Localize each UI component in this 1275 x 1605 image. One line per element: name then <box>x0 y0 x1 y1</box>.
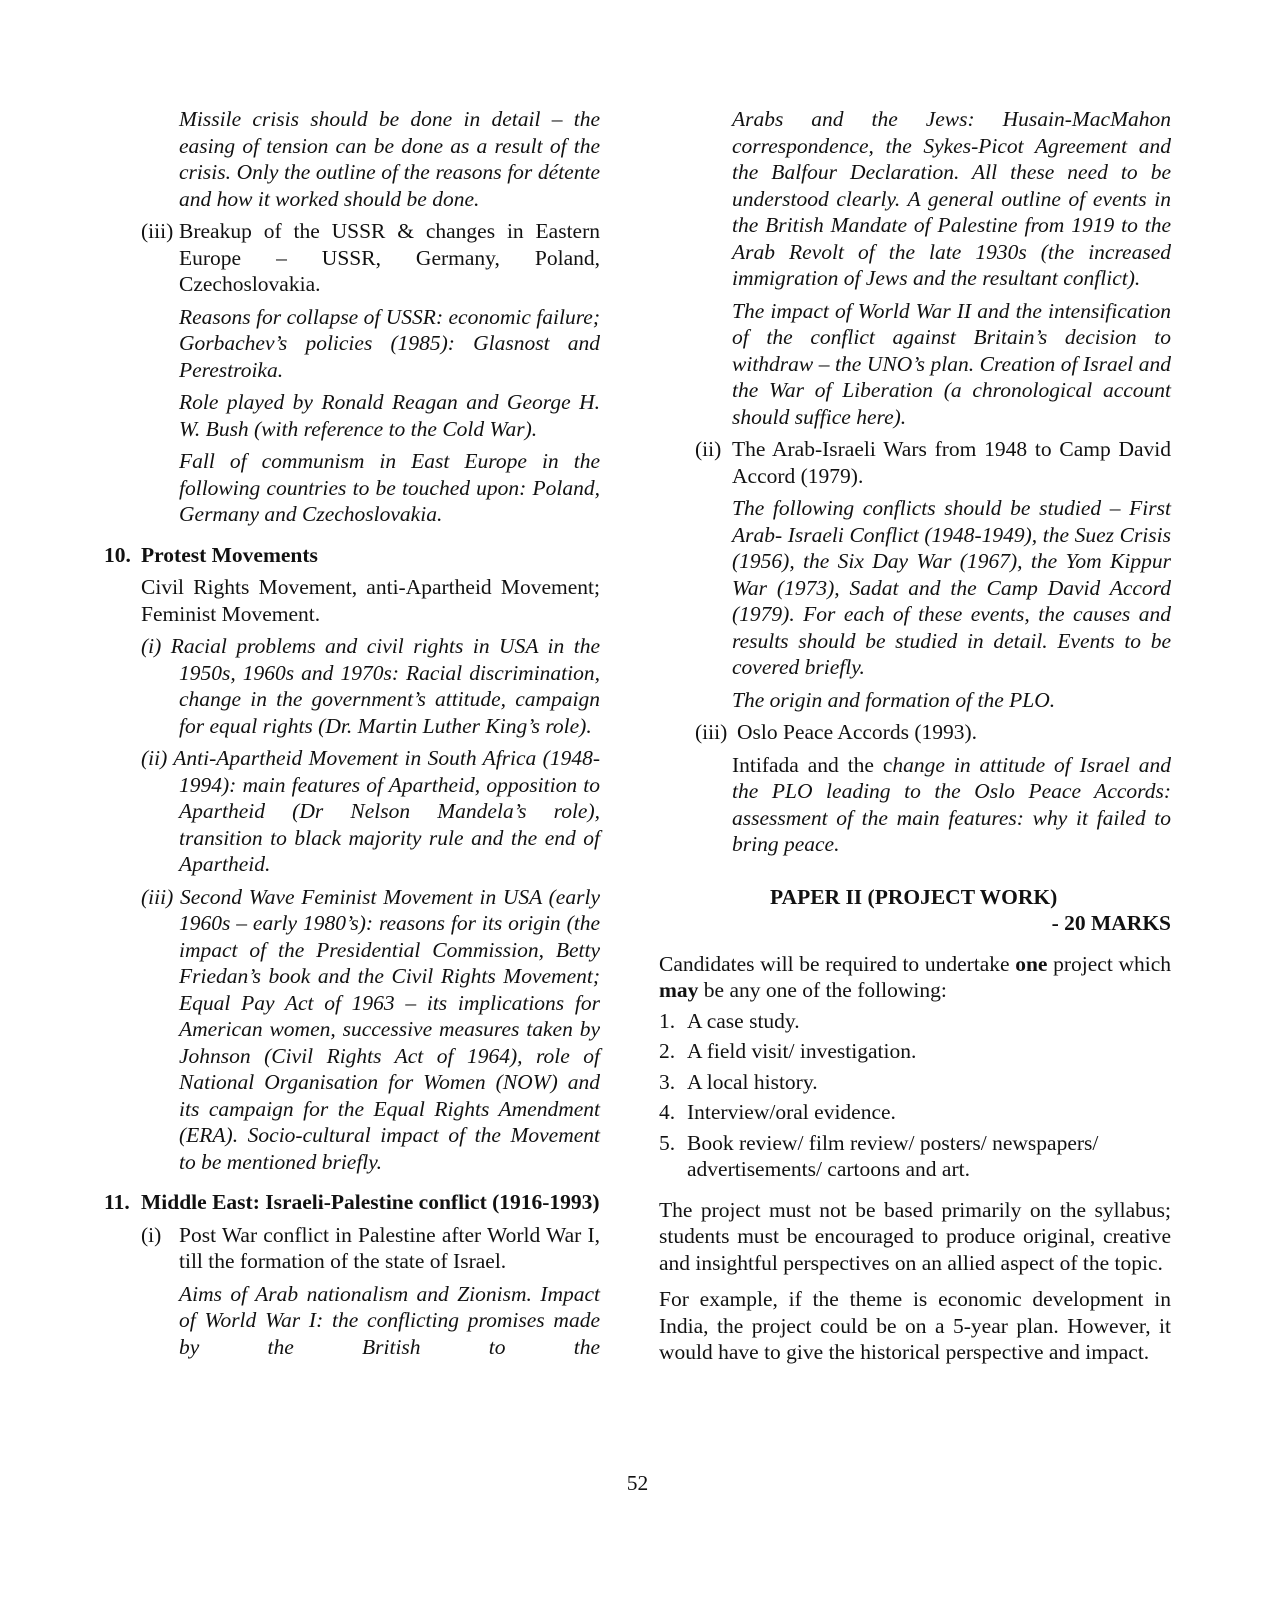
list-number: 3. <box>659 1069 676 1094</box>
reagan-bush-note: Role played by Ronald Reagan and George H. W. Bush (with reference to the Cold War). <box>179 390 600 441</box>
subtopic-title: The Arab-Israeli Wars from 1948 to Camp David Accord (1979). <box>732 437 1171 488</box>
right-column <box>659 106 1171 1366</box>
civil-rights-item: (i) Racial problems and civil rights in USA in the 1950s, 1960s and 1970s: Racial discrimination, change in the government’s attitude, campaign for equal rights (Dr. Martin Luther King’s role). <box>141 634 600 738</box>
list-text: Book review/ film review/ posters/ newspapers/ advertisements/ cartoons and art. <box>687 1130 1099 1181</box>
project-example-paragraph: For example, if the theme is economic development in India, the project could be on a 5-year plan. However, it would have to give the historical perspective and impact. <box>659 1287 1171 1364</box>
subtopic-title: Post War conflict in Palestine after World War I, till the formation of the state of Israel. <box>179 1222 600 1273</box>
list-number: 1. <box>659 1008 676 1033</box>
plo-origin-note: The origin and formation of the PLO. <box>732 687 1056 712</box>
list-number: 4. <box>659 1100 676 1124</box>
list-item <box>659 1130 1171 1183</box>
paper-marks: - 20 MARKS <box>1051 911 1171 935</box>
intro-text: be any one of the following: <box>698 978 947 1002</box>
list-text: A case study. <box>687 1008 800 1033</box>
section-number: 11. <box>104 1190 130 1214</box>
section-heading-middle-east <box>104 1189 600 1216</box>
intro-text: Candidates will be required to undertake <box>659 951 1016 976</box>
subtopic-marker: (iii) <box>695 720 728 744</box>
list-text: A field visit/ investigation. <box>687 1039 917 1063</box>
paper-ii-heading <box>675 884 1171 937</box>
ww2-impact-note: The impact of World War II and the intensification of the conflict against Britain’s decision to withdraw – the UNO’s plan. Creation of Israel and the War of Liberation (a chronological account should suffice here). <box>732 298 1171 429</box>
intro-emphasis-one: one <box>1015 951 1048 976</box>
missile-crisis-note: Missile crisis should be done in detail – the easing of tension can be done as a result of the crisis. Only the outline of the reasons for détente and how it worked should be done. <box>179 107 600 211</box>
section-title: Protest Movements <box>141 542 318 567</box>
subtopic-ii-arab-israeli-wars <box>675 436 1171 489</box>
paper-title: PAPER II (PROJECT WORK) <box>770 884 1058 909</box>
project-options-list <box>659 1008 1171 1183</box>
intifada-note <box>732 752 1171 858</box>
project-intro <box>659 951 1171 1004</box>
list-item <box>659 1099 1171 1126</box>
list-item <box>659 1008 1171 1035</box>
list-text: A local history. <box>687 1069 818 1094</box>
subtopic-iii-ussr <box>104 218 600 298</box>
section-title: Middle East: Israeli-Palestine conflict (1916-1993) <box>141 1190 600 1214</box>
arab-nationalism-note: Aims of Arab nationalism and Zionism. Impact of World War I: the conflicting promises made by the British to the <box>179 1281 600 1359</box>
fall-of-communism-note: Fall of communism in East Europe in the following countries to be touched upon: Poland, Germany and Czechoslovakia. <box>179 449 600 526</box>
ussr-collapse-note: Reasons for collapse of USSR: economic failure; Gorbachev’s policies (1985): Glasnost and Perestroika. <box>179 304 600 382</box>
subtopic-title: Oslo Peace Accords (1993). <box>737 720 978 744</box>
conflicts-studied-note: The following conflicts should be studied – First Arab- Israeli Conflict (1948-1949), the Suez Crisis (1956), the Six Day War (1967), the Yom Kippur War (1973), Sadat and the Camp David Accord (1979). For each of these events, the causes and results should be studied in detail. Events to be covered briefly. <box>732 496 1171 679</box>
list-item <box>659 1069 1171 1096</box>
list-text: Interview/oral evidence. <box>687 1100 896 1124</box>
list-number: 2. <box>659 1039 676 1063</box>
subtopic-iii-oslo <box>675 719 1171 746</box>
anti-apartheid-item: (ii) Anti-Apartheid Movement in South Africa (1948-1994): main features of Apartheid, opposition to Apartheid (Dr Nelson Mandela’s role), transition to black majority rule and the end of Apartheid. <box>141 746 600 876</box>
subtopic-title: Breakup of the USSR & changes in Eastern Europe – USSR, Germany, Poland, Czechoslovakia. <box>179 219 600 296</box>
subtopic-marker: (i) <box>141 1222 162 1247</box>
subtopic-i-palestine <box>104 1222 600 1275</box>
list-number: 5. <box>659 1130 676 1155</box>
protest-movements-intro: Civil Rights Movement, anti-Apartheid Movement; Feminist Movement. <box>141 575 600 626</box>
intifada-note-italic: hange in attitude of Israel and the PLO leading to the Oslo Peace Accords: assessment of the main features: why it failed to bring peace. <box>732 752 1171 856</box>
intro-emphasis-may: may <box>659 978 699 1002</box>
page-number: 52 <box>626 1471 649 1495</box>
intifada-note-plain: Intifada and the c <box>732 752 893 777</box>
subtopic-marker: (ii) <box>695 437 722 461</box>
left-column <box>104 106 600 1360</box>
palestine-mandate-note: Arabs and the Jews: Husain-MacMahon correspondence, the Sykes-Picot Agreement and the Balfour Declaration. All these need to be understood clearly. A general outline of events in the British Mandate of Palestine from 1919 to the Arab Revolt of the late 1930s (the increased immigration of Jews and the resultant conflict). <box>732 107 1171 290</box>
project-guidance-paragraph: The project must not be based primarily on the syllabus; students must be encouraged to produce original, creative and insightful perspectives on an allied aspect of the topic. <box>659 1197 1171 1275</box>
subtopic-marker: (iii) <box>141 219 174 243</box>
feminist-movement-item: (iii) Second Wave Feminist Movement in USA (early 1960s – early 1980’s): reasons for its origin (the impact of the Presidential Commission, Betty Friedan’s book and the Civil Rights Movement; Equal Pay Act of 1963 – its implications for American women, successive measures taken by Johnson (Civil Rights Act of 1964), role of National Organisation for Women (NOW) and its campaign for the Equal Rights Amendment (ERA). Socio-cultural impact of the Movement to be mentioned briefly. <box>141 884 600 1174</box>
intro-text: project which <box>1047 951 1171 976</box>
list-item <box>659 1038 1171 1065</box>
section-heading-protest-movements <box>104 542 600 569</box>
section-number: 10. <box>104 542 131 567</box>
